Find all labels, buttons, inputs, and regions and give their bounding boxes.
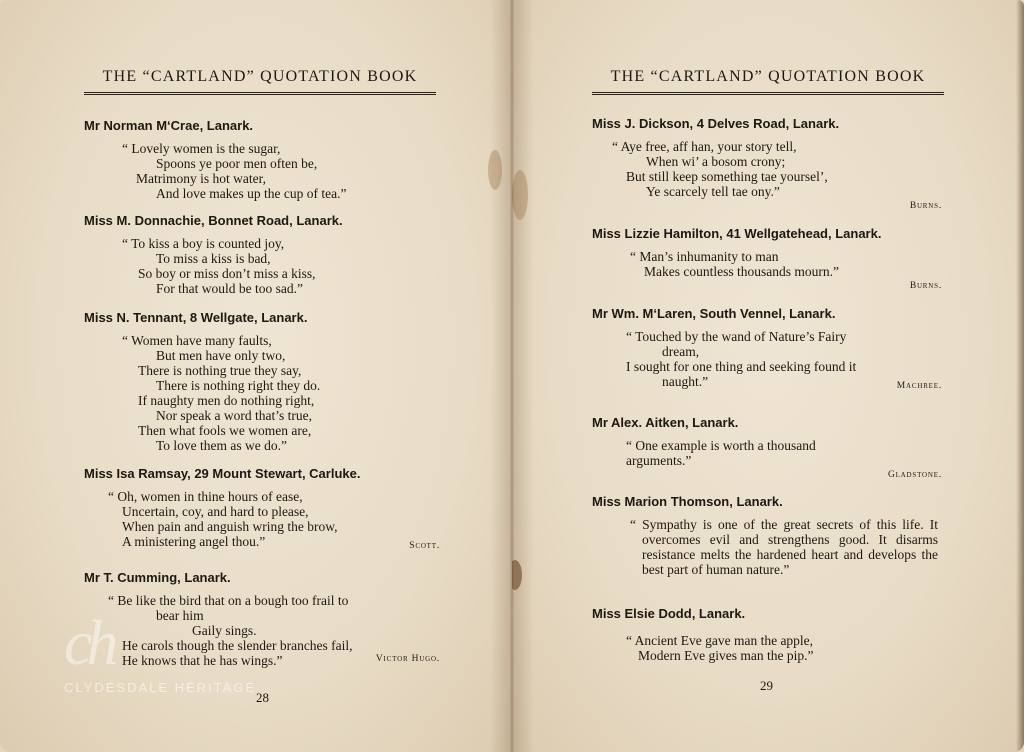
verse-line: A ministering angel thou.” xyxy=(122,534,266,549)
quote-verse xyxy=(84,333,444,453)
verse-line: “ To kiss a boy is counted joy, xyxy=(122,236,285,251)
header-rule-right xyxy=(592,92,944,95)
verse-line: When wi’ a bosom crony; xyxy=(646,154,786,169)
contributor-name: Mr T. Cumming, Lanark. xyxy=(84,570,231,585)
verse-line: Spoons ye poor men often be, xyxy=(156,156,318,171)
verse-line: bear him xyxy=(156,608,204,623)
watermark-text: CLYDESDALE HERITAGE xyxy=(64,680,257,695)
quote-entry xyxy=(84,118,444,201)
verse-line: arguments.” xyxy=(626,453,692,468)
verse-line: He knows that he has wings.” xyxy=(122,653,283,668)
verse-line: “ Be like the bird that on a bough too frail to xyxy=(108,593,349,608)
quote-text: “ Sympathy is one of the great secrets of this life. It overcomes evil and strengthens good. It disarms resistance melts the hardened heart and develops the best part of human nature.” xyxy=(630,517,938,577)
quote-attribution: Scott. xyxy=(409,541,440,551)
contributor-name: Miss Lizzie Hamilton, 41 Wellgatehead, Lanark. xyxy=(592,226,882,241)
contributor-name: Mr Norman M‘Crae, Lanark. xyxy=(84,118,254,133)
verse-line: “ Ancient Eve gave man the apple, xyxy=(626,633,814,648)
contributor-name: Mr Alex. Aitken, Lanark. xyxy=(592,415,739,430)
quote-verse xyxy=(592,438,952,468)
quote-verse xyxy=(592,139,952,199)
quote-verse xyxy=(592,633,952,663)
quote-attribution: Gladstone. xyxy=(887,470,942,480)
header-rule-left xyxy=(84,92,436,95)
verse-line: There is nothing true they say, xyxy=(138,363,302,378)
quote-attribution: Victor Hugo. xyxy=(375,654,440,664)
verse-line: dream, xyxy=(662,344,700,359)
verse-line: Then what fools we women are, xyxy=(138,423,312,438)
contributor-name: Miss M. Donnachie, Bonnet Road, Lanark. xyxy=(84,213,343,228)
page-number-left: 28 xyxy=(256,690,269,705)
quote-entry xyxy=(84,466,444,551)
verse-line: “ Women have many faults, xyxy=(122,333,272,348)
verse-line: “ Touched by the wand of Nature’s Fairy xyxy=(626,329,847,344)
quote-entry xyxy=(592,116,952,211)
verse-line: Gaily sings. xyxy=(192,623,257,638)
verse-line: I sought for one thing and seeking found it xyxy=(626,359,857,374)
quote-verse xyxy=(592,249,952,279)
verse-line: So boy or miss don’t miss a kiss, xyxy=(138,266,316,281)
age-stain xyxy=(488,150,502,190)
right-page xyxy=(512,0,1024,752)
verse-line: Matrimony is hot water, xyxy=(136,171,266,186)
age-stain xyxy=(512,170,528,220)
quote-entry xyxy=(592,415,952,480)
quote-verse xyxy=(84,141,444,201)
contributor-name: Miss Elsie Dodd, Lanark. xyxy=(592,606,746,621)
verse-line: Uncertain, coy, and hard to please, xyxy=(122,504,309,519)
verse-line: And love makes up the cup of tea.” xyxy=(156,186,347,201)
verse-line: “ Lovely women is the sugar, xyxy=(122,141,281,156)
contributor-name: Mr Wm. M‘Laren, South Vennel, Lanark. xyxy=(592,306,836,321)
verse-line: For that would be too sad.” xyxy=(156,281,303,296)
quote-attribution: Burns. xyxy=(909,201,942,211)
verse-line: There is nothing right they do. xyxy=(156,378,321,393)
verse-line: To miss a kiss is bad, xyxy=(156,251,271,266)
verse-line: But men have only two, xyxy=(156,348,286,363)
verse-line: Nor speak a word that’s true, xyxy=(156,408,312,423)
verse-line: Makes countless thousands mourn.” xyxy=(644,264,839,279)
quote-entry xyxy=(592,606,952,663)
quote-entry xyxy=(84,310,444,453)
quote-entry xyxy=(592,226,952,291)
page-edge-shadow xyxy=(1016,0,1024,752)
contributor-name: Miss Marion Thomson, Lanark. xyxy=(592,494,783,509)
verse-line: Ye scarcely tell tae ony.” xyxy=(646,184,780,199)
quote-entry xyxy=(592,494,952,577)
quote-entry xyxy=(592,306,952,391)
age-stain xyxy=(512,560,522,590)
running-head-right: THE “CARTLAND” QUOTATION BOOK xyxy=(610,68,926,85)
contributor-name: Miss N. Tennant, 8 Wellgate, Lanark. xyxy=(84,310,308,325)
verse-line: “ Aye free, aff han, your story tell, xyxy=(612,139,797,154)
verse-line: But still keep something tae yoursel’, xyxy=(626,169,828,184)
verse-line: If naughty men do nothing right, xyxy=(138,393,315,408)
running-head-left: THE “CARTLAND” QUOTATION BOOK xyxy=(102,68,418,85)
quote-attribution: Machree. xyxy=(896,381,942,391)
quote-attribution: Burns. xyxy=(909,281,942,291)
verse-line: “ Man’s inhumanity to man xyxy=(630,249,779,264)
page-number-right: 29 xyxy=(760,678,773,693)
contributor-name: Miss Isa Ramsay, 29 Mount Stewart, Carluke. xyxy=(84,466,361,481)
watermark-logo-icon: ch xyxy=(64,607,113,678)
quote-verse xyxy=(84,489,444,549)
verse-line: naught.” xyxy=(662,374,709,389)
verse-line: To love them as we do.” xyxy=(156,438,288,453)
quote-entry xyxy=(84,213,444,296)
verse-line: “ Oh, women in thine hours of ease, xyxy=(108,489,303,504)
verse-line: “ One example is worth a thousand xyxy=(626,438,816,453)
verse-line: He carols though the slender branches fail, xyxy=(122,638,353,653)
quote-verse xyxy=(592,329,952,389)
quote-verse xyxy=(84,236,444,296)
verse-line: When pain and anguish wring the brow, xyxy=(122,519,338,534)
verse-line: Modern Eve gives man the pip.” xyxy=(638,648,814,663)
contributor-name: Miss J. Dickson, 4 Delves Road, Lanark. xyxy=(592,116,840,131)
